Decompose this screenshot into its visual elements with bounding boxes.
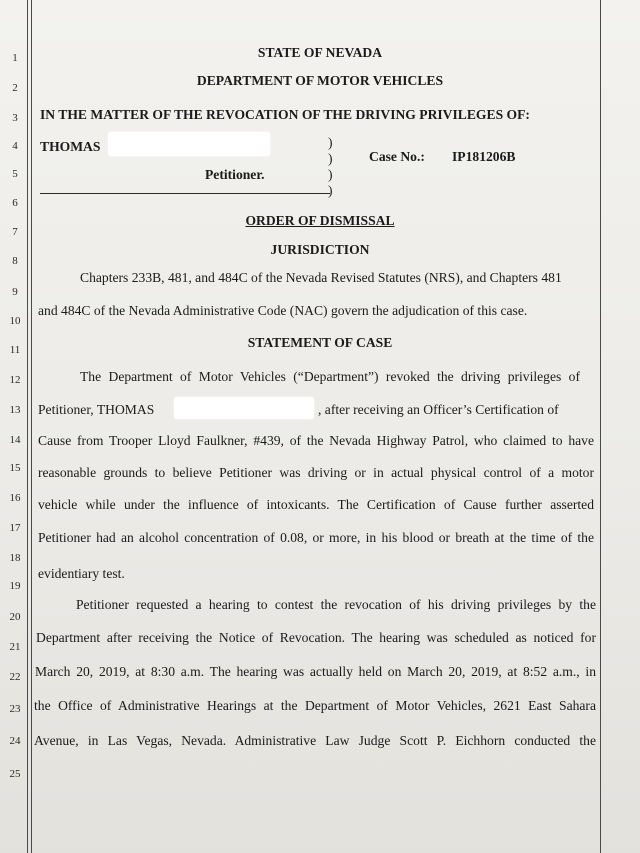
case-no-value: IP181206B [452,149,516,164]
jurisdiction-heading: JURISDICTION [270,242,370,257]
statement-p1-line-2b: , after receiving an Officer’s Certification of [318,402,559,417]
line-number: 23 [9,703,21,715]
redaction-box-body [174,397,314,419]
order-title: ORDER OF DISMISSAL [245,213,395,228]
line-number: 7 [12,226,18,238]
statement-p1-line-2a: Petitioner, THOMAS [38,402,155,417]
caption-paren: ) [328,151,333,166]
statement-p1-line-4: reasonable grounds to believe Petitioner was driving or in actual physical control of a motor [38,465,594,480]
statement-p1-line-7: evidentiary test. [38,566,125,581]
petitioner-role: Petitioner. [205,167,265,182]
line-number: 16 [9,492,21,504]
left-margin-rule-inner [31,0,32,853]
statement-p1-line-6: Petitioner had an alcohol concentration of 0.08, or more, in his blood or breath at the time of the [38,530,594,545]
line-number: 2 [12,82,18,94]
line-number: 1 [12,52,18,64]
line-number: 9 [12,286,18,298]
line-number: 11 [9,344,21,356]
right-margin-rule [600,0,601,853]
statement-p2-line-1: Petitioner requested a hearing to contest the revocation of his driving privileges by the [76,597,596,612]
statement-p1-line-5: vehicle while under the influence of intoxicants. The Certification of Cause further asserted [38,497,594,512]
statement-p2-line-5: Avenue, in Las Vegas, Nevada. Administrative Law Judge Scott P. Eichhorn conducted the [34,733,596,748]
line-number: 8 [12,255,18,267]
redaction-box-caption [108,132,270,156]
caption-paren: ) [328,167,333,182]
line-number: 13 [9,404,21,416]
line-number: 12 [9,374,21,386]
line-number: 15 [9,462,21,474]
line-number: 24 [9,735,21,747]
line-number: 17 [9,522,21,534]
caption-paren: ) [328,183,333,198]
line-number: 6 [12,197,18,209]
statement-p1-line-3: Cause from Trooper Lloyd Faulkner, #439, of the Nevada Highway Patrol, who claimed to have [38,433,594,448]
jurisdiction-line-1: Chapters 233B, 481, and 484C of the Nevada Revised Statutes (NRS), and Chapters 481 [80,270,562,285]
statement-p2-line-3: March 20, 2019, at 8:30 a.m. The hearing was actually held on March 20, 2019, at 8:52 a.m., in [35,664,596,679]
state-heading: STATE OF NEVADA [257,45,383,60]
line-number: 3 [12,112,18,124]
statement-heading: STATEMENT OF CASE [247,335,393,350]
caption-underline [40,193,330,194]
statement-p2-line-2: Department after receiving the Notice of Revocation. The hearing was scheduled as noticed for [36,630,596,645]
line-number: 21 [9,641,21,653]
left-margin-rule-outer [27,0,28,853]
matter-heading: IN THE MATTER OF THE REVOCATION OF THE DRIVING PRIVILEGES OF: [40,107,530,122]
caption-paren: ) [328,135,333,150]
case-no-label: Case No.: [369,149,425,164]
line-number: 25 [9,768,21,780]
statement-p2-line-4: the Office of Administrative Hearings at the Department of Motor Vehicles, 2621 East Sahara [34,698,596,713]
petitioner-first-name: THOMAS [40,139,101,154]
line-number: 19 [9,580,21,592]
line-number: 22 [9,671,21,683]
department-heading: DEPARTMENT OF MOTOR VEHICLES [196,73,444,88]
line-number: 14 [9,434,21,446]
line-number: 4 [12,140,18,152]
line-number: 20 [9,611,21,623]
jurisdiction-line-2: and 484C of the Nevada Administrative Code (NAC) govern the adjudication of this case. [38,303,528,318]
line-number: 5 [12,168,18,180]
line-number: 10 [9,315,21,327]
statement-p1-line-1: The Department of Motor Vehicles (“Department”) revoked the driving privileges of [80,369,580,384]
line-number: 18 [9,552,21,564]
